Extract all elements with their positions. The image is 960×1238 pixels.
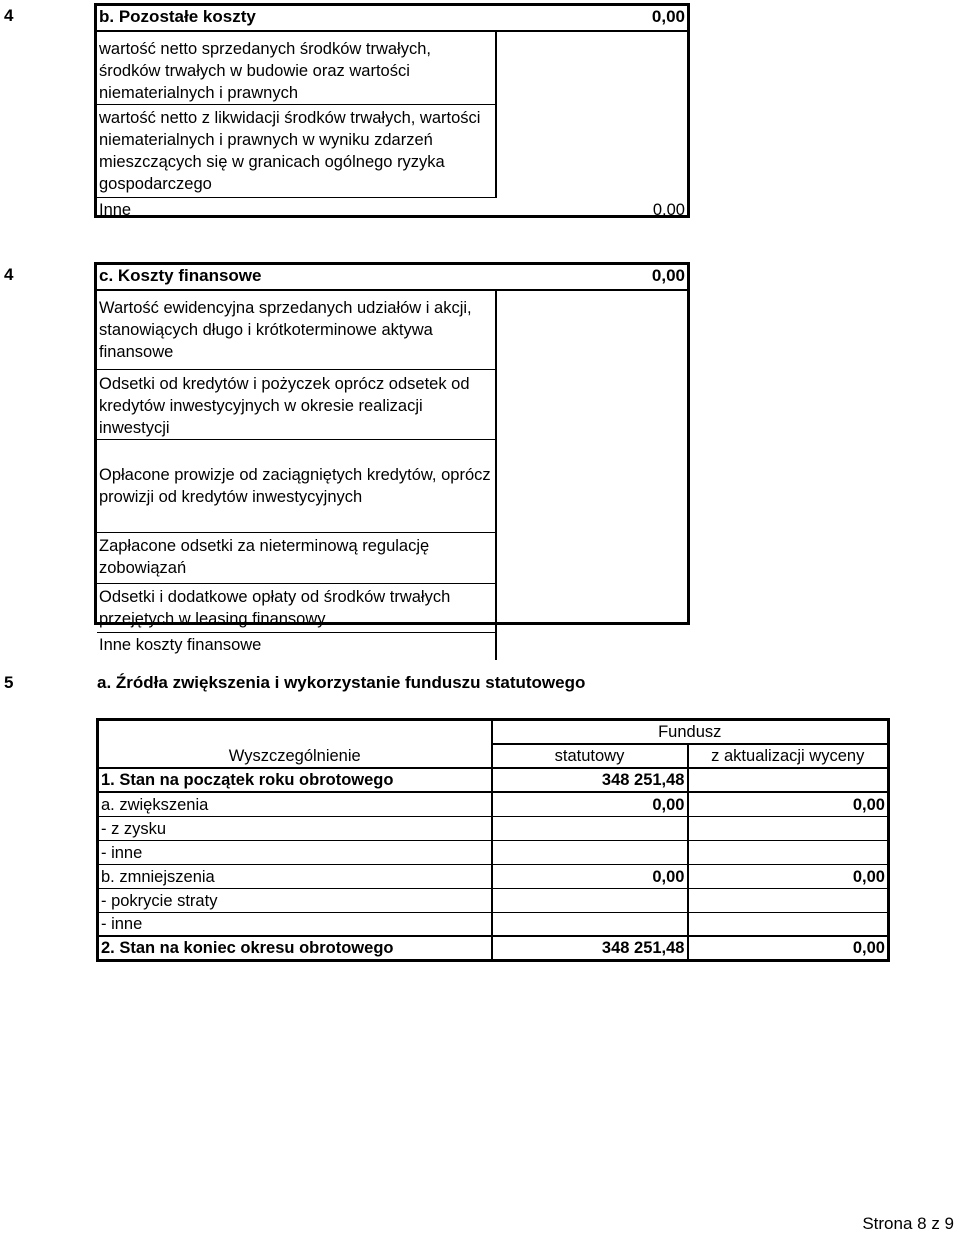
section-number-4c: 4 (4, 265, 14, 284)
row-label: - pokrycie straty (98, 888, 492, 912)
row-label: 2. Stan na koniec okresu obrotowego (98, 936, 492, 961)
row-statutowy: 0,00 (492, 792, 688, 816)
section-4b-title-value: 0,00 (651, 7, 685, 26)
row-label: Opłacone prowizje od zaciągniętych kredytów, oprócz prowizji od kredytów inwestycyjnych (97, 440, 496, 533)
row-statutowy: 0,00 (492, 864, 688, 888)
row-label: Odsetki i dodatkowe opłaty od środków trwałych przejętych w leasing finansowy (97, 584, 496, 633)
section-4c-title: c. Koszty finansowe (99, 266, 262, 285)
row-statutowy (492, 888, 688, 912)
table-row (98, 840, 889, 864)
row-statutowy (492, 816, 688, 840)
row-value (496, 105, 687, 198)
table-row (98, 816, 889, 840)
row-statutowy (492, 840, 688, 864)
row-value (496, 633, 687, 661)
row-aktualizacja (688, 840, 889, 864)
row-label: Inne koszty finansowe (97, 633, 496, 661)
col-header-aktualizacja: z aktualizacji wyceny (688, 744, 889, 768)
row-label: Inne (99, 201, 132, 219)
row-statutowy (492, 912, 688, 936)
row-aktualizacja: 0,00 (688, 864, 889, 888)
section-4b-title: b. Pozostałe koszty (99, 7, 256, 26)
row-label: wartość netto sprzedanych środków trwałych, środków trwałych w budowie oraz wartości niematerialnych i prawnych (97, 31, 496, 105)
row-value (496, 290, 687, 370)
row-statutowy: 348 251,48 (492, 768, 688, 792)
col-header-desc: Wyszczególnienie (98, 744, 492, 768)
fund-group-header: Fundusz (658, 723, 722, 741)
section-4c-title-value: 0,00 (651, 266, 685, 285)
table-row (98, 936, 889, 961)
page-number: Strona 8 z 9 (862, 1214, 954, 1233)
row-label: Zapłacone odsetki za nieterminową regulację zobowiązań (97, 533, 496, 584)
section-4c-box (94, 262, 690, 654)
row-aktualizacja: 0,00 (852, 939, 885, 957)
row-label: - inne (98, 840, 492, 864)
row-aktualizacja (688, 816, 889, 840)
row-value (496, 584, 687, 633)
row-value (496, 370, 687, 440)
col-header-statutowy: statutowy (492, 744, 688, 768)
row-label: 1. Stan na początek roku obrotowego (98, 768, 492, 792)
section-number-4b: 4 (4, 6, 14, 25)
table-row (98, 768, 889, 792)
table-row (98, 792, 889, 816)
fund-table (96, 718, 890, 962)
section-4b-box (94, 3, 690, 218)
section-5a-title: a. Źródła zwiększenia i wykorzystanie funduszu statutowego (97, 673, 586, 692)
row-aktualizacja (688, 888, 889, 912)
row-label: wartość netto z likwidacji środków trwałych, wartości niematerialnych i prawnych w wyniku zdarzeń mieszczących się w granicach ogólnego ryzyka gospodarczego (97, 105, 496, 198)
row-label: a. zwiększenia (98, 792, 492, 816)
row-aktualizacja (688, 912, 889, 936)
row-label: - inne (98, 912, 492, 936)
table-row (98, 864, 889, 888)
row-label: Wartość ewidencyjna sprzedanych udziałów i akcji, stanowiących długo i krótkoterminowe aktywa finansowe (97, 290, 496, 370)
row-value (496, 440, 687, 533)
row-aktualizacja: 0,00 (688, 792, 889, 816)
row-label: b. zmniejszenia (98, 864, 492, 888)
row-aktualizacja (688, 768, 889, 792)
table-row (98, 912, 889, 936)
row-label: - z zysku (98, 816, 492, 840)
section-number-5a: 5 (4, 673, 14, 692)
row-label: Odsetki od kredytów i pożyczek oprócz odsetek od kredytów inwestycyjnych w okresie realizacji inwestycji (97, 370, 496, 440)
row-statutowy: 348 251,48 (492, 936, 688, 961)
row-value: 0,00 (652, 200, 685, 219)
table-row (98, 888, 889, 912)
row-value (496, 533, 687, 584)
row-value (496, 31, 687, 105)
